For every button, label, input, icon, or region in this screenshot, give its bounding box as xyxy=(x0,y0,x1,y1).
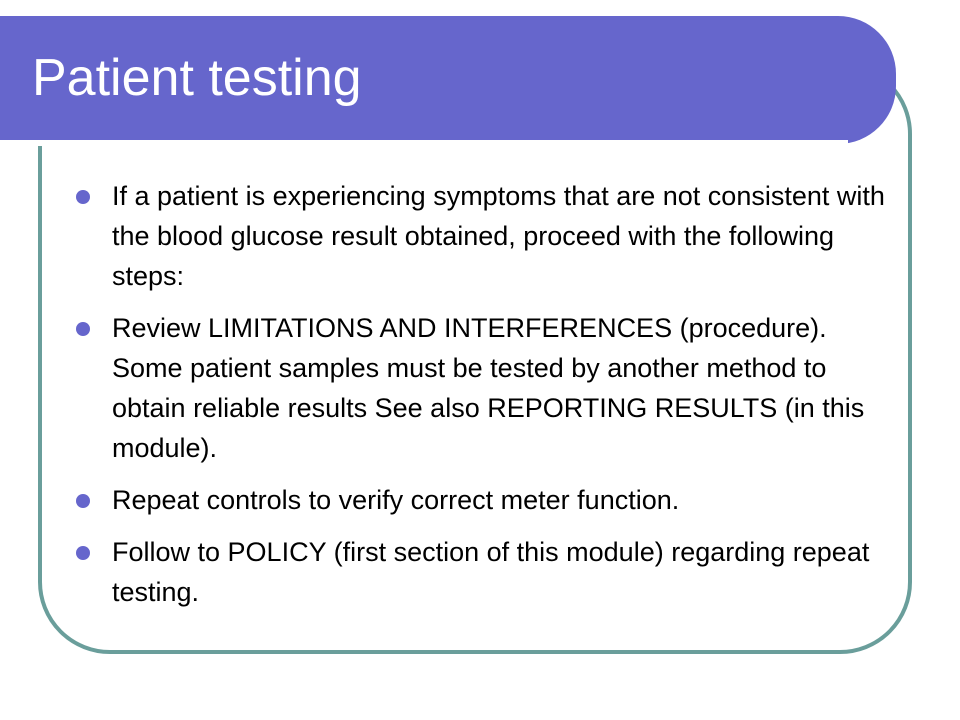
bullet-item-1 xyxy=(76,176,886,296)
bullet-text-4: Follow to POLICY (first section of this module) regarding repeat testing. xyxy=(112,537,870,607)
bullet-text-1: If a patient is experiencing symptoms that are not consistent with the blood glucose result obtained, proceed with the following steps: xyxy=(112,181,885,291)
bullet-item-3 xyxy=(76,480,886,520)
slide-title: Patient testing xyxy=(32,49,362,107)
bullet-dot-icon xyxy=(76,322,90,336)
bullet-text-3: Repeat controls to verify correct meter function. xyxy=(112,485,680,515)
bullet-dot-icon xyxy=(76,494,90,508)
bullet-text-2: Review LIMITATIONS AND INTERFERENCES (procedure). Some patient samples must be tested by another method to obtain reliable results See also REPORTING RESULTS (in this module). xyxy=(112,313,865,463)
title-bar xyxy=(0,16,896,144)
bullet-dot-icon xyxy=(76,546,90,560)
bullet-dot-icon xyxy=(76,190,90,204)
bullet-item-4 xyxy=(76,532,886,612)
bullet-list xyxy=(76,176,886,624)
bullet-item-2 xyxy=(76,308,886,468)
title-underline xyxy=(0,140,848,146)
